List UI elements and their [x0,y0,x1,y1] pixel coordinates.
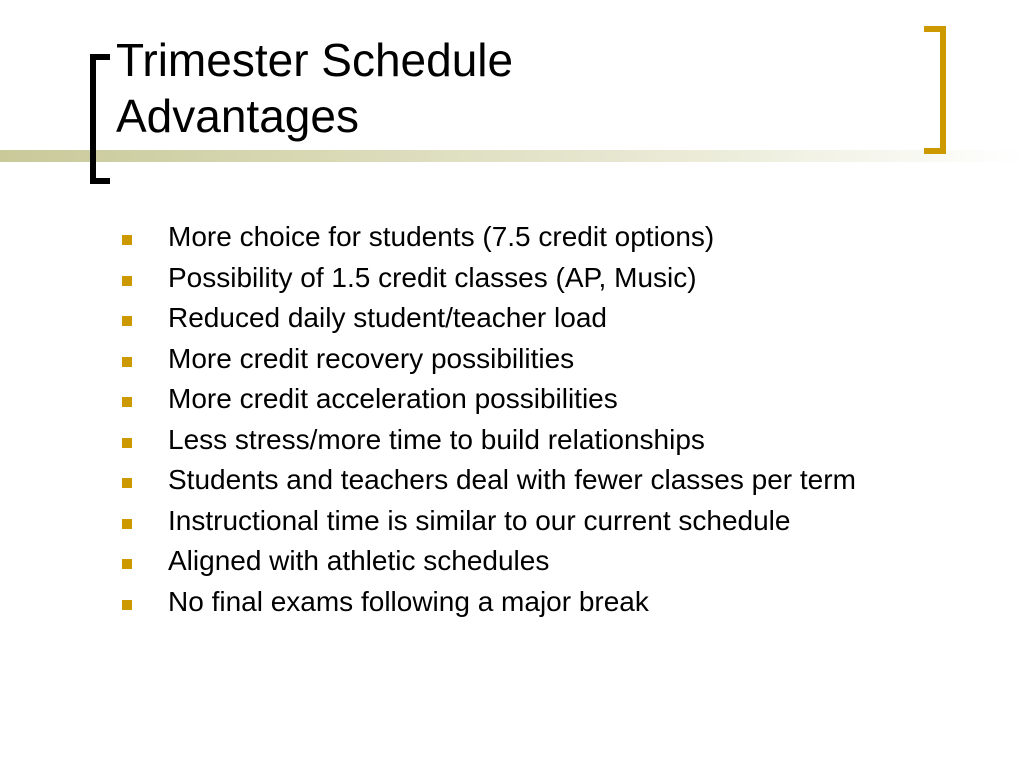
bullet-text: Students and teachers deal with fewer classes per term [168,464,856,495]
slide-title-line-2: Advantages [116,90,359,142]
title-gradient-band [0,150,1024,162]
bullet-item [120,545,950,576]
square-bullet-icon [122,235,132,245]
bullet-item [120,464,950,495]
bullet-item [120,262,950,293]
slide-title [116,32,513,144]
bullet-list [120,221,950,626]
square-bullet-icon [122,600,132,610]
bullet-text: Less stress/more time to build relationships [168,423,705,455]
slide-title-line-1: Trimester Schedule [116,34,514,86]
bullet-item [120,586,950,617]
square-bullet-icon [122,397,132,407]
bullet-text: More credit acceleration possibilities [168,383,618,414]
square-bullet-icon [122,519,132,529]
bullet-item [120,302,950,333]
right-bracket-decoration [924,26,946,154]
bullet-text: More choice for students (7.5 credit options) [168,221,715,252]
bullet-text: Aligned with athletic schedules [168,545,550,576]
square-bullet-icon [122,438,132,448]
bullet-text: Instructional time is similar to our current schedule [168,504,791,536]
left-bracket-decoration [90,54,110,184]
square-bullet-icon [122,357,132,367]
bullet-item [120,383,950,414]
bullet-item [120,424,950,455]
bullet-item [120,505,950,536]
square-bullet-icon [122,478,132,488]
square-bullet-icon [122,316,132,326]
square-bullet-icon [122,559,132,569]
bullet-item [120,221,950,252]
bullet-text: Reduced daily student/teacher load [168,302,607,333]
bullet-text: No final exams following a major break [168,585,649,617]
bullet-item [120,343,950,374]
square-bullet-icon [122,276,132,286]
bullet-text: Possibility of 1.5 credit classes (AP, Music) [168,261,697,293]
bullet-text: More credit recovery possibilities [168,342,575,374]
